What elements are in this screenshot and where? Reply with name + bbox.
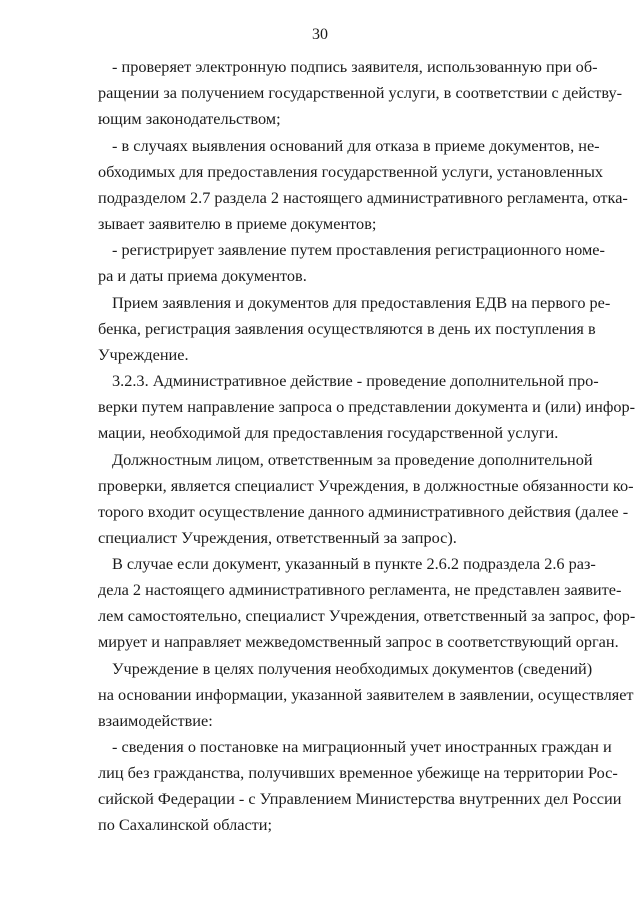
- text-line: ращении за получением государственной услуги, в соответствии с действу-: [98, 83, 623, 102]
- text-line: взаимодействие:: [98, 711, 213, 730]
- text-line: ющим законодательством;: [98, 109, 281, 128]
- text-line: ра и даты приема документов.: [98, 266, 307, 285]
- text-line: В случае если документ, указанный в пункте 2.6.2 подраздела 2.6 раз-: [112, 554, 596, 573]
- text-line: бенка, регистрация заявления осуществляются в день их поступления в: [98, 319, 596, 338]
- text-line: дела 2 настоящего административного регламента, не представлен заявите-: [98, 580, 622, 599]
- text-line: - сведения о постановке на миграционный учет иностранных граждан и: [112, 737, 612, 756]
- text-line: сийской Федерации - с Управлением Министерства внутренних дел России: [98, 789, 622, 808]
- text-line: торого входит осуществление данного административного действия (далее -: [98, 502, 629, 521]
- text-line: лиц без гражданства, получивших временное убежище на территории Рос-: [98, 763, 618, 782]
- page-number: 30: [312, 26, 328, 43]
- text-line: мации, необходимой для предоставления государственной услуги.: [98, 423, 559, 442]
- text-line: Должностным лицом, ответственным за проведение дополнительной: [112, 450, 593, 469]
- text-line: верки путем направление запроса о представлении документа и (или) инфор-: [98, 397, 636, 416]
- text-line: по Сахалинской области;: [98, 815, 273, 834]
- text-line: проверки, является специалист Учреждения, в должностные обязанности ко-: [98, 476, 634, 495]
- text-line: подразделом 2.7 раздела 2 настоящего административного регламента, отка-: [98, 188, 628, 207]
- text-line: Учреждение в целях получения необходимых документов (сведений): [112, 659, 593, 678]
- text-line: на основании информации, указанной заявителем в заявлении, осуществляет: [98, 685, 634, 704]
- text-line: Прием заявления и документов для предоставления ЕДВ на первого ре-: [112, 293, 611, 312]
- text-line: - проверяет электронную подпись заявителя, использованную при об-: [112, 57, 598, 76]
- text-line: лем самостоятельно, специалист Учреждения, ответственный за запрос, фор-: [98, 606, 636, 625]
- text-line: Учреждение.: [98, 345, 189, 364]
- text-line: мирует и направляет межведомственный запрос в соответствующий орган.: [98, 632, 619, 651]
- text-line: обходимых для предоставления государственной услуги, установленных: [98, 162, 604, 181]
- text-line: зывает заявителю в приеме документов;: [98, 214, 377, 233]
- text-line: - в случаях выявления оснований для отказа в приеме документов, не-: [112, 136, 600, 155]
- text-line: специалист Учреждения, ответственный за запрос).: [98, 528, 457, 547]
- text-line: - регистрирует заявление путем проставления регистрационного номе-: [112, 240, 605, 259]
- text-line: 3.2.3. Административное действие - проведение дополнительной про-: [112, 371, 599, 390]
